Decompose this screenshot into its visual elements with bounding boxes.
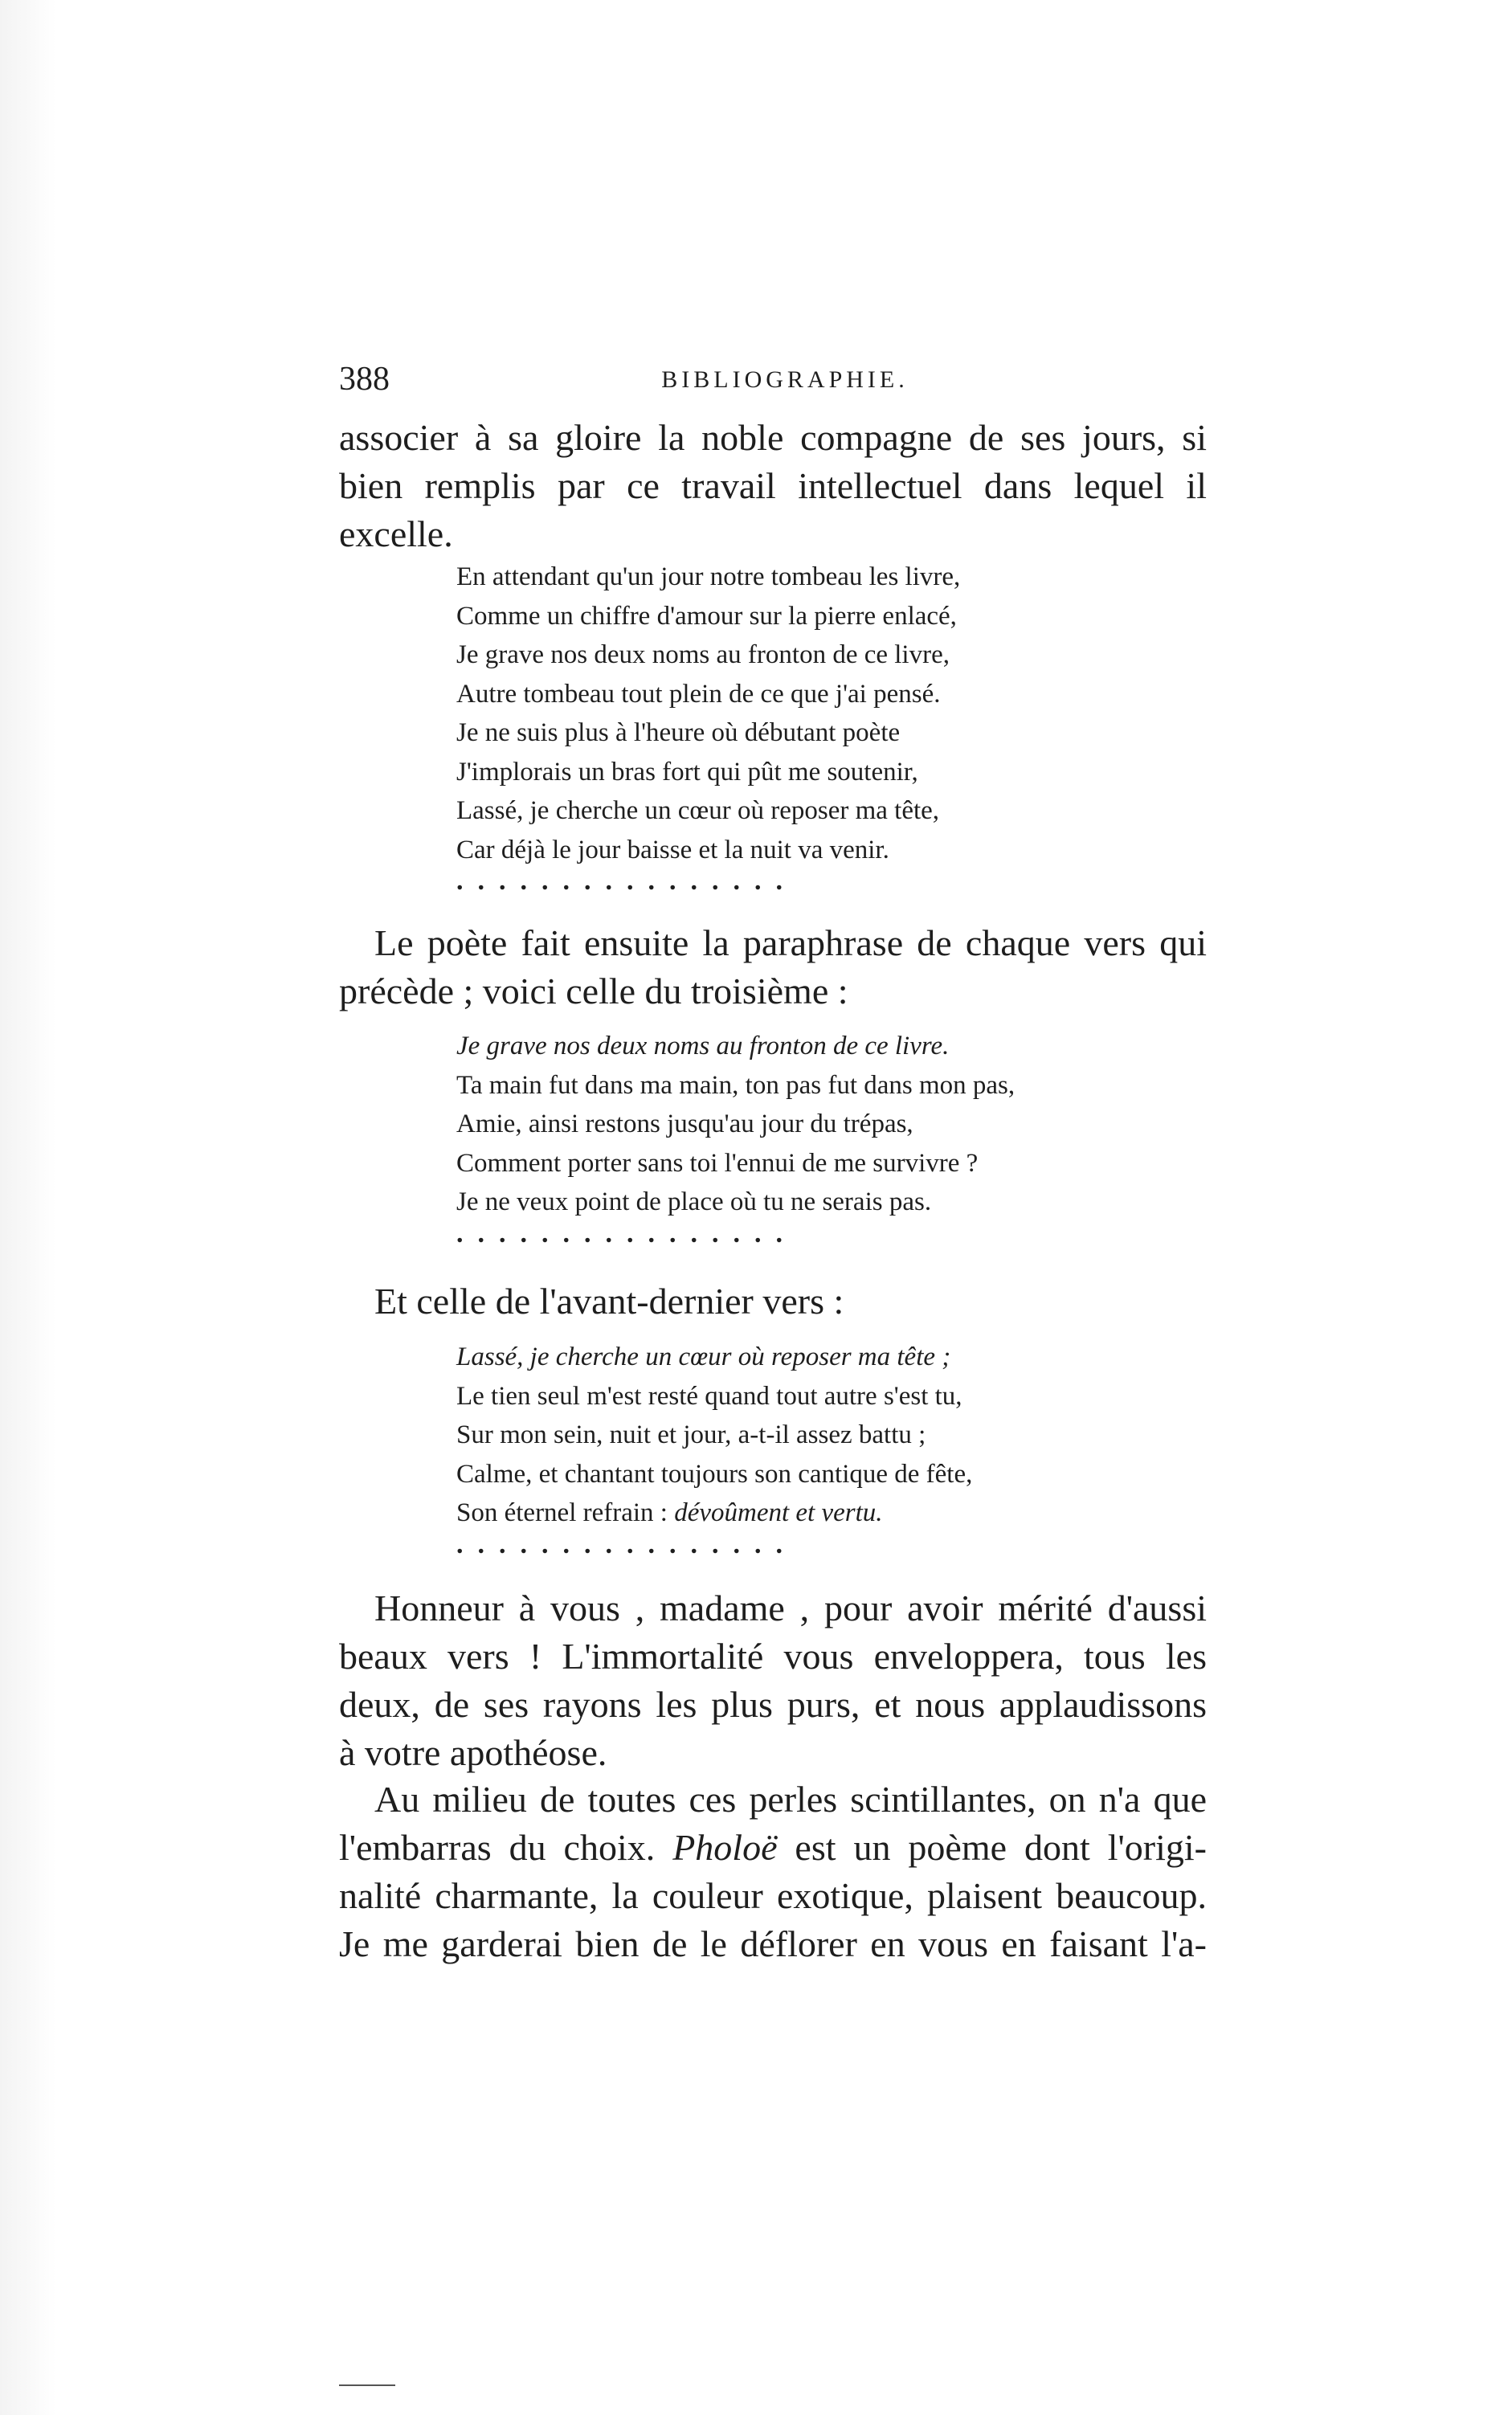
verse-line: Amie, ainsi restons jusqu'au jour du trépas, (456, 1109, 913, 1138)
paragraph-line: beaux vers ! L'immortalité vous enveloppera, tous les (339, 1636, 1207, 1677)
paraphrase-poem (456, 1338, 1163, 1557)
dedication-poem (456, 558, 1163, 896)
page-header (339, 360, 1207, 402)
verse-line: J'implorais un bras fort qui pût me soutenir, (456, 757, 918, 787)
ellipsis-row: ................ (456, 866, 797, 896)
paragraph-line: Au milieu de toutes ces perles scintillantes, on n'a que (374, 1779, 1207, 1820)
text-segment: est un poème dont l'origi- (777, 1827, 1207, 1868)
paragraph-line: nalité charmante, la couleur exotique, plaisent beaucoup. (339, 1875, 1207, 1916)
paragraph (339, 919, 1207, 1015)
ellipsis-row: ................ (456, 1218, 797, 1248)
footer-rule (339, 2384, 395, 2386)
verse-epigraph: Je grave nos deux noms au fronton de ce livre. (456, 1032, 950, 1060)
ellipsis-row: ................ (456, 1529, 797, 1559)
paragraph-line: Je me garderai bien de le déflorer en vous en faisant l'a- (339, 1923, 1207, 1964)
paraphrase-poem (456, 1027, 1163, 1246)
verse-line: Comme un chiffre d'amour sur la pierre enlacé, (456, 601, 957, 631)
verse-line: En attendant qu'un jour notre tombeau les livre, (456, 562, 961, 591)
verse-line: Sur mon sein, nuit et jour, a-t-il assez battu ; (456, 1420, 926, 1449)
verse-line (456, 1494, 1163, 1533)
verse-line: Je ne veux point de place où tu ne serais pas. (456, 1187, 932, 1216)
verse-line: Je ne suis plus à l'heure où débutant poète (456, 718, 901, 747)
paragraph-line: Le poète fait ensuite la paraphrase de chaque vers qui (374, 922, 1207, 963)
paragraph (339, 1775, 1207, 1968)
paragraph-line (339, 1824, 1207, 1872)
paragraph-line: deux, de ses rayons les plus purs, et nous applaudissons (339, 1684, 1207, 1725)
paragraph-continuation (339, 414, 1207, 558)
verse-line: Autre tombeau tout plein de ce que j'ai pensé. (456, 679, 941, 709)
poem-title: Pholoë (672, 1827, 778, 1868)
verse-italic-segment: dévoûment et vertu. (674, 1498, 883, 1527)
verse-line: Le tien seul m'est resté quand tout autre s'est tu, (456, 1381, 962, 1411)
paragraph (339, 1277, 1207, 1326)
scanned-page-edge (0, 0, 56, 2415)
verse-line: Comment porter sans toi l'ennui de me survivre ? (456, 1148, 979, 1178)
verse-segment: Son éternel refrain : (456, 1498, 675, 1527)
paragraph-line: associer à sa gloire la noble compagne de ses jours, si (339, 417, 1207, 458)
paragraph (339, 1584, 1207, 1777)
page-number: 388 (339, 361, 390, 398)
paragraph-line: bien remplis par ce travail intellectuel dans lequel il (339, 465, 1207, 506)
verse-epigraph: Lassé, je cherche un cœur où reposer ma tête ; (456, 1342, 951, 1371)
verse-line: Ta main fut dans ma main, ton pas fut dans mon pas, (456, 1070, 1015, 1100)
verse-line: Calme, et chantant toujours son cantique de fête, (456, 1459, 973, 1489)
verse-line: Car déjà le jour baisse et la nuit va venir. (456, 835, 889, 864)
verse-line: Je grave nos deux noms au fronton de ce livre, (456, 640, 950, 669)
paragraph-line: excelle. (339, 513, 453, 554)
verse-line: Lassé, je cherche un cœur où reposer ma tête, (456, 796, 940, 825)
paragraph-line: Honneur à vous , madame , pour avoir mérité d'aussi (374, 1588, 1207, 1628)
paragraph-line: Et celle de l'avant-dernier vers : (374, 1281, 844, 1322)
text-segment: l'embarras du choix. (339, 1827, 673, 1868)
paragraph-line: précède ; voici celle du troisième : (339, 970, 848, 1011)
paragraph-line: à votre apothéose. (339, 1732, 607, 1773)
running-head: BIBLIOGRAPHIE. (661, 366, 909, 393)
